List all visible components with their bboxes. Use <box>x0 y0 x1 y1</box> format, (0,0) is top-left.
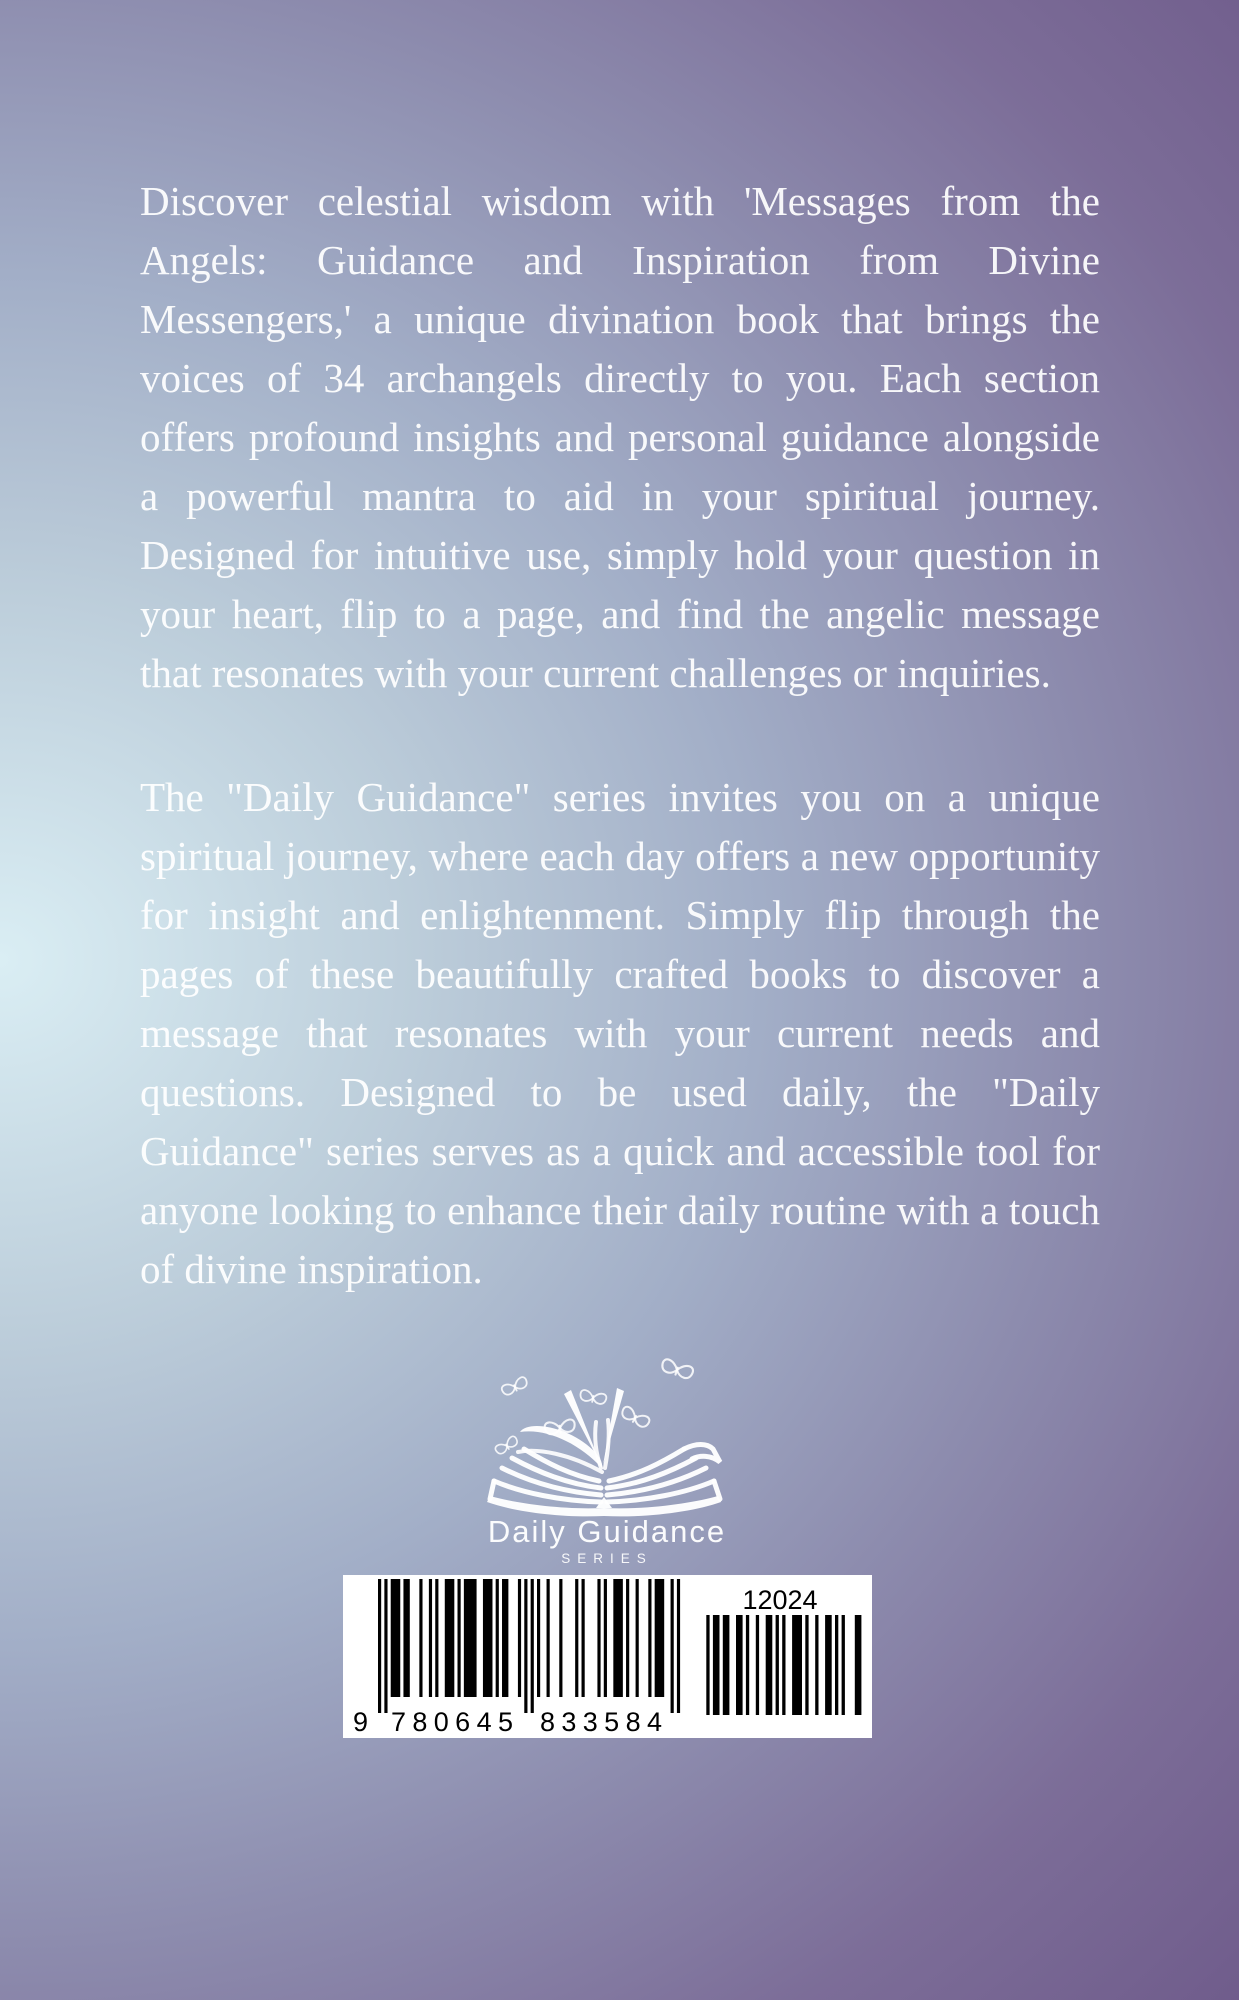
butterfly-icon <box>494 1435 519 1455</box>
butterfly-icon <box>660 1358 694 1380</box>
isbn-group-2: 833584 <box>540 1707 662 1737</box>
barcode-graphic <box>343 1575 872 1738</box>
butterfly-icon <box>544 1419 575 1435</box>
barcode-addon-bars <box>706 1615 861 1715</box>
butterfly-icon <box>501 1376 529 1397</box>
blurb-paragraph-1: Discover celestial wisdom with 'Messages from the Angels: Guidance and Inspiration from Divine Messengers,' a unique divination book that brings the voices of 34 archangels directly to you. Each section offers profound insights and personal guidance alongside a powerful mantra to aid in your spiritual journey. Designed for intuitive use, simply hold your question in your heart, flip to a page, and find the angelic message that resonates with your current challenges or inquiries. <box>140 178 1100 696</box>
series-name: Daily Guidance <box>487 1514 727 1549</box>
blurb-paragraph-2: The "Daily Guidance" series invites you on a unique spiritual journey, where each day offers a new opportunity for insight and enlightenment. Simply flip through the pages of these beautifully crafted books to discover a message that resonates with your current needs and questions. Designed to be used daily, the "Daily Guidance" series serves as a quick and accessible tool for anyone looking to enhance their daily routine with a touch of divine inspiration. <box>140 774 1100 1292</box>
butterfly-icon <box>620 1405 651 1429</box>
barcode-main-bars <box>378 1579 680 1713</box>
barcode-addon-number: 12024 <box>742 1585 818 1615</box>
isbn-group-1: 780645 <box>391 1707 513 1737</box>
butterfly-icon <box>579 1389 607 1405</box>
isbn-prefix: 9 <box>353 1707 369 1737</box>
back-cover-blurb <box>140 172 1100 1299</box>
isbn-barcode <box>343 1575 872 1738</box>
series-label: SERIES <box>561 1551 653 1566</box>
